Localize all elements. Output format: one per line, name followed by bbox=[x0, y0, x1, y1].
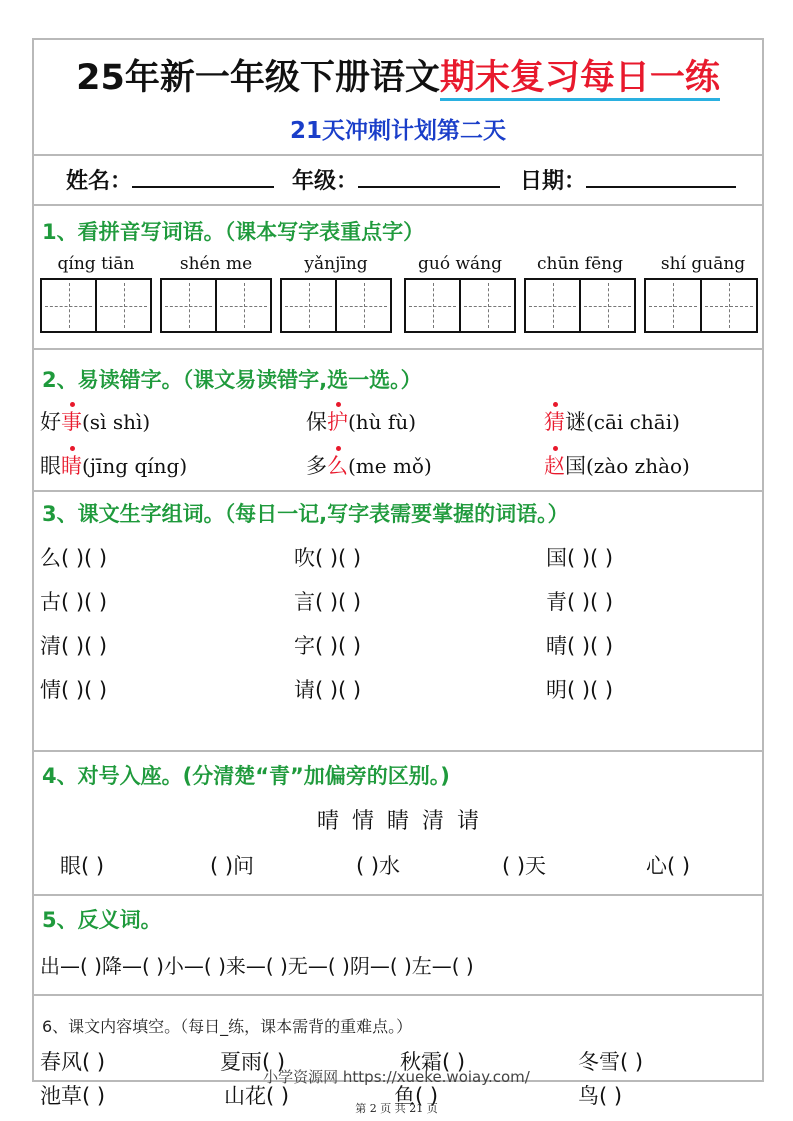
pinyin-4: guó wáng bbox=[418, 254, 502, 274]
grade-label: 年级： bbox=[292, 169, 359, 194]
word-building-item[interactable]: 吹( )( ) bbox=[294, 546, 362, 570]
word-building-item[interactable]: 言( )( ) bbox=[294, 590, 362, 614]
title-part-2: 期末复习每日一练 bbox=[440, 58, 720, 101]
fill-item[interactable]: 心( ) bbox=[646, 854, 691, 878]
pinyin-1: qíng tiān bbox=[57, 254, 135, 274]
section-5 bbox=[34, 896, 762, 996]
options-line: 晴 情 睛 清 请 bbox=[317, 809, 479, 834]
word-building-item[interactable]: 明( )( ) bbox=[546, 678, 614, 702]
recite-item[interactable]: 池草( ) bbox=[40, 1084, 106, 1108]
fill-item[interactable]: ( )水 bbox=[356, 854, 401, 878]
page-title bbox=[34, 50, 762, 100]
section-4-heading: 4、对号入座。(分清楚“青”加偏旁的区别。) bbox=[42, 764, 450, 788]
title-block bbox=[34, 40, 762, 156]
writing-grid-5[interactable] bbox=[524, 278, 636, 333]
word-building-item[interactable]: 清( )( ) bbox=[40, 634, 108, 658]
date-field[interactable] bbox=[520, 164, 736, 195]
recite-item[interactable]: 鸟( ) bbox=[578, 1084, 623, 1108]
pinyin-5: chūn fēng bbox=[537, 254, 623, 274]
grade-blank[interactable] bbox=[358, 168, 500, 188]
name-blank[interactable] bbox=[132, 168, 274, 188]
name-field[interactable] bbox=[66, 164, 274, 195]
date-blank[interactable] bbox=[586, 168, 736, 188]
info-row bbox=[34, 156, 762, 206]
worksheet bbox=[32, 38, 764, 1108]
recite-item[interactable]: 夏雨( ) bbox=[220, 1050, 286, 1074]
word-building-item[interactable]: 青( )( ) bbox=[546, 590, 614, 614]
fill-item[interactable]: 眼( ) bbox=[60, 854, 105, 878]
word-building-item[interactable]: 国( )( ) bbox=[546, 546, 614, 570]
recite-item[interactable]: 山花( ) bbox=[224, 1084, 290, 1108]
recite-item[interactable]: 冬雪( ) bbox=[578, 1050, 644, 1074]
writing-grid-3[interactable] bbox=[280, 278, 392, 333]
recite-item[interactable]: 秋霜( ) bbox=[400, 1050, 466, 1074]
section-1 bbox=[34, 206, 762, 350]
antonym-line[interactable]: 出—( )降—( )小—( )来—( )无—( )阴—( )左—( ) bbox=[40, 954, 474, 978]
misread-item-5: 多 么(me mǒ) bbox=[306, 450, 432, 480]
page-number: 第 2 页 共 21 页 bbox=[355, 1102, 438, 1115]
writing-grid-2[interactable] bbox=[160, 278, 272, 333]
page-subtitle: 21天冲刺计划第二天 bbox=[289, 118, 506, 144]
section-6-heading: 6、课文内容填空。（每日_练，课本需背的重难点。） bbox=[42, 1017, 413, 1036]
word-building-item[interactable]: 晴( )( ) bbox=[546, 634, 614, 658]
misread-item-2: 保 护(hù fù) bbox=[306, 406, 416, 436]
date-label: 日期： bbox=[520, 169, 587, 194]
grade-field[interactable] bbox=[292, 164, 500, 195]
fill-item[interactable]: ( )天 bbox=[502, 854, 547, 878]
section-5-heading: 5、反义词。 bbox=[42, 908, 162, 932]
pinyin-6: shí guāng bbox=[660, 254, 746, 274]
section-3-heading: 3、课文生字组词。（每日一记,写字表需要掌握的词语。） bbox=[42, 502, 569, 526]
section-1-heading: 1、看拼音写词语。（课本写字表重点字） bbox=[42, 220, 425, 244]
word-building-item[interactable]: 情( )( ) bbox=[40, 678, 108, 702]
recite-item[interactable]: 春风( ) bbox=[40, 1050, 106, 1074]
writing-grid-4[interactable] bbox=[404, 278, 516, 333]
word-building-item[interactable]: 古( )( ) bbox=[40, 590, 108, 614]
recite-item[interactable]: 鱼( ) bbox=[394, 1084, 439, 1108]
word-building-item[interactable]: 么( )( ) bbox=[40, 546, 108, 570]
section-4 bbox=[34, 752, 762, 896]
misread-item-6: 赵国(zào zhào) bbox=[544, 450, 690, 480]
misread-item-4: 眼 睛(jīng qíng) bbox=[40, 450, 187, 480]
pinyin-2: shén me bbox=[179, 254, 253, 274]
misread-item-1: 好 事(sì shì) bbox=[40, 406, 150, 436]
word-building-item[interactable]: 字( )( ) bbox=[294, 634, 362, 658]
fill-item[interactable]: ( )问 bbox=[210, 854, 255, 878]
pinyin-3: yǎnjīng bbox=[304, 254, 368, 274]
section-2 bbox=[34, 350, 762, 492]
writing-grid-1[interactable] bbox=[40, 278, 152, 333]
section-3 bbox=[34, 492, 762, 752]
misread-item-3: 猜谜(cāi chāi) bbox=[544, 406, 680, 436]
title-part-1: 25年新一年级下册语文 bbox=[76, 58, 440, 98]
name-label: 姓名： bbox=[66, 169, 133, 194]
word-building-item[interactable]: 请( )( ) bbox=[294, 678, 362, 702]
writing-grid-6[interactable] bbox=[644, 278, 758, 333]
section-2-heading: 2、易读错字。（课文易读错字,选一选。） bbox=[42, 368, 422, 392]
watermark-url: 小学资源网 https://xueke.woiay.com/ bbox=[263, 1068, 530, 1086]
